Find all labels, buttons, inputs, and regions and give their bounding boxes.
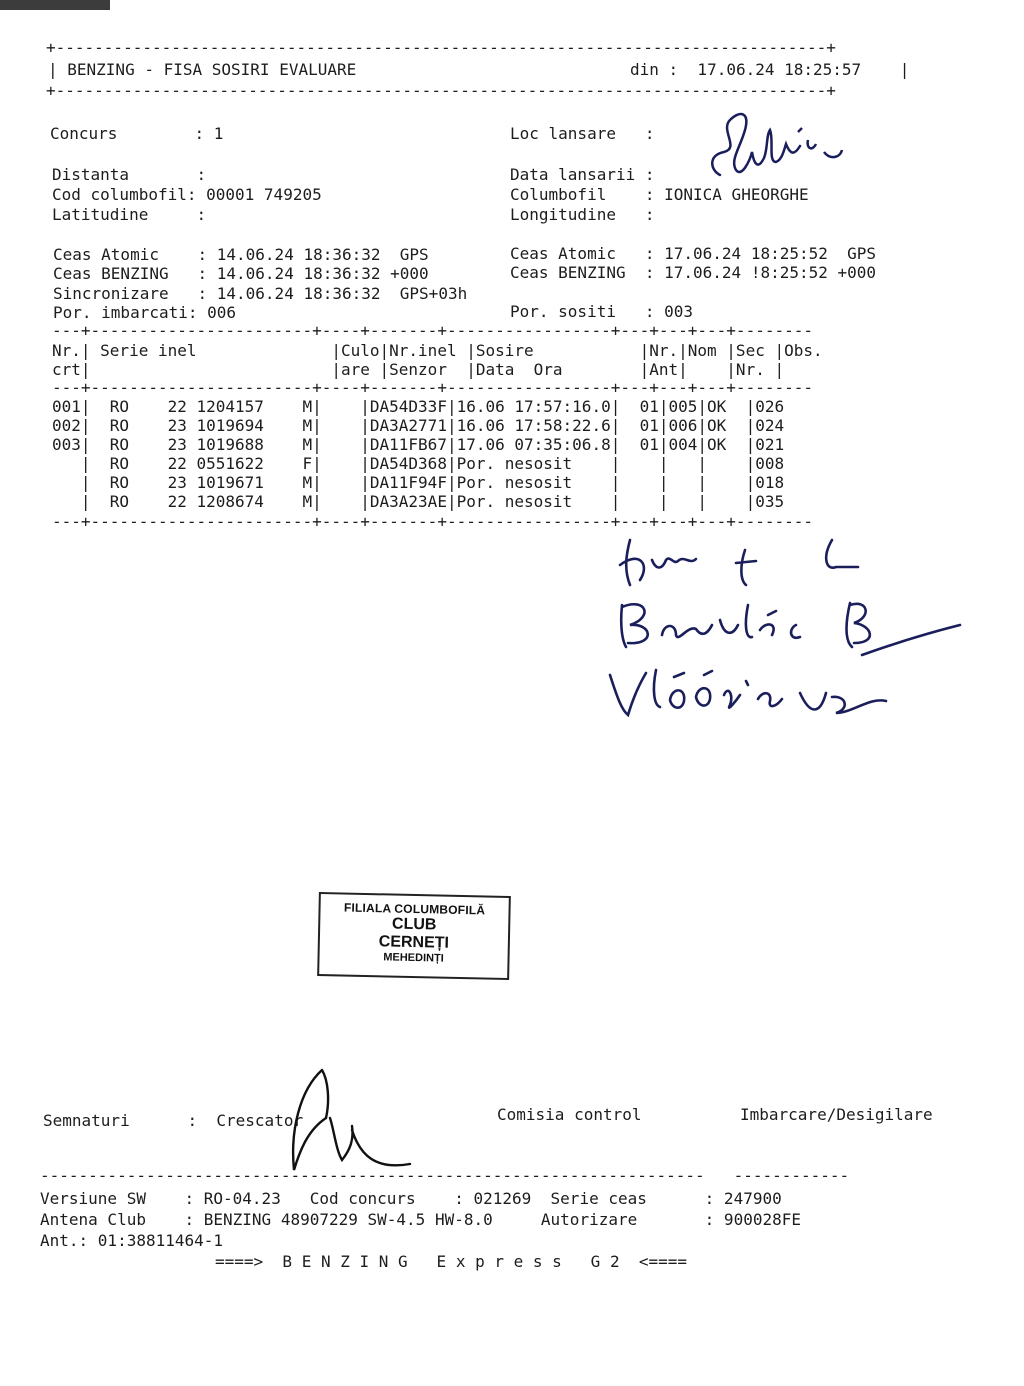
info-columbofil: Columbofil : IONICA GHEORGHE: [510, 185, 809, 204]
handwritten-release-place: [690, 100, 860, 190]
info-latitudine: Latitudine :: [52, 205, 207, 224]
stamp-line4: MEHEDINȚI: [383, 951, 444, 965]
table-row: | RO 22 0551622 F| |DA54D368|Por. nesosit | | | |008: [52, 454, 785, 473]
pigeons-arrived: Por. sositi : 003: [510, 302, 694, 321]
header-rule-bottom: +--------------------------------------------------------------------------------+: [46, 81, 836, 100]
clock-sync: Sincronizare : 14.06.24 18:36:32 GPS+03h: [53, 284, 468, 303]
signatures-label: Semnaturi : Crescator: [43, 1111, 304, 1130]
info-cod-columbofil: Cod columbofil: 00001 749205: [52, 185, 322, 204]
table-border-bottom: ---+-----------------------+----+-------+-----------------+---+---+---+--------: [52, 512, 813, 531]
handwritten-commission-signatures: [600, 525, 980, 740]
footer-rule: --------------------------------------------------------------------- ------------: [40, 1166, 850, 1185]
clock-atomic-right: Ceas Atomic : 17.06.24 18:25:52 GPS: [510, 244, 877, 263]
clock-benzing-left: Ceas BENZING : 14.06.24 18:36:32 +000: [53, 264, 429, 283]
header-rule-top: +--------------------------------------------------------------------------------+: [46, 38, 836, 57]
info-distanta: Distanta :: [52, 165, 207, 184]
table-border-mid: ---+-----------------------+----+-------+-----------------+---+---+---+--------: [52, 378, 813, 397]
table-header-row2: crt| |are |Senzor |Data Ora |Ant| |Nr. |: [52, 360, 785, 379]
info-concurs: Concurs : 1: [50, 124, 224, 143]
info-data-lansarii: Data lansarii :: [510, 165, 655, 184]
info-longitudine: Longitudine :: [510, 205, 655, 224]
stamp-line2: CLUB: [391, 915, 437, 934]
info-loc-lansare: Loc lansare :: [510, 124, 655, 143]
table-header-row1: Nr.| Serie inel |Culo|Nr.inel |Sosire |Nr.|Nom |Sec |Obs.: [52, 341, 823, 360]
footer-brand: ====> B E N Z I N G E x p r e s s G 2 <====: [215, 1252, 688, 1271]
table-row: 001| RO 22 1204157 M| |DA54D33F|16.06 17:57:16.0| 01|005|OK |026: [52, 397, 785, 416]
club-stamp: [317, 892, 511, 980]
table-row: 003| RO 23 1019688 M| |DA11FB67|17.06 07:35:06.8| 01|004|OK |021: [52, 435, 785, 454]
clock-benzing-right: Ceas BENZING : 17.06.24 !8:25:52 +000: [510, 263, 877, 282]
stamp-line1: FILIALA COLUMBOFILĂ: [343, 900, 486, 918]
clock-atomic-left: Ceas Atomic : 14.06.24 18:36:32 GPS: [53, 245, 429, 264]
table-border-top: ---+-----------------------+----+-------+-----------------+---+---+---+--------: [52, 321, 813, 340]
scan-edge: [0, 0, 110, 10]
page-title: | BENZING - FISA SOSIRI EVALUARE: [48, 60, 357, 79]
commission-label: Comisia control: [497, 1105, 642, 1124]
footer-antenna: Antena Club : BENZING 48907229 SW-4.5 HW-8.0 Autorizare : 900028FE: [40, 1210, 801, 1229]
table-row: | RO 23 1019671 M| |DA11F94F|Por. nesosit | | | |018: [52, 473, 785, 492]
footer-version: Versiune SW : RO-04.23 Cod concurs : 021269 Serie ceas : 247900: [40, 1189, 782, 1208]
boarding-label: Imbarcare/Desigilare: [740, 1105, 933, 1124]
table-row: 002| RO 23 1019694 M| |DA3A2771|16.06 17:58:22.6| 01|006|OK |024: [52, 416, 785, 435]
pigeons-boarded: Por. imbarcati: 006: [53, 303, 237, 322]
header-date: din : 17.06.24 18:25:57 |: [630, 60, 910, 79]
table-row: | RO 22 1208674 M| |DA3A23AE|Por. nesosit | | | |035: [52, 492, 785, 511]
handwritten-breeder-signature: [270, 1060, 430, 1180]
footer-ant: Ant.: 01:38811464-1: [40, 1231, 224, 1250]
stamp-line3: CERNEȚI: [378, 933, 450, 952]
